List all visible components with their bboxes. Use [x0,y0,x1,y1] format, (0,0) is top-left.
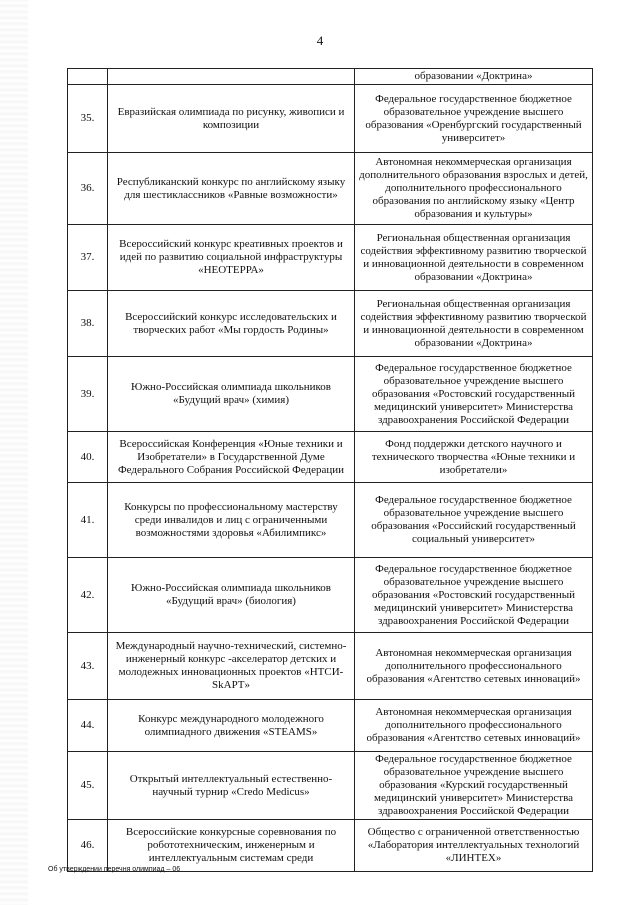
scan-edge-shadow [0,0,28,905]
row-number-cell: 37. [68,225,108,291]
olympiad-name-cell: Всероссийские конкурсные соревнования по робототехническим, инженерным и интеллектуальным системам среди [108,820,355,872]
table-row [68,558,593,633]
organizer-cell: Общество с ограниченной ответственностью «Лаборатория интеллектуальных технологий «ЛИНТЕХ» [355,820,593,872]
organizer-cell: Фонд поддержки детского научного и технического творчества «Юные техники и изобретатели» [355,432,593,483]
organizer-cell: Федеральное государственное бюджетное образовательное учреждение высшего образования «Ростовский государственный медицинский университет» Министерства здравоохранения Российской Федерации [355,558,593,633]
organizer-cell: Автономная некоммерческая организация дополнительного образования взрослых и детей, дополнительного профессионального образования по английскому языку «Центр образования и культуры» [355,153,593,225]
olympiad-name-cell: Конкурс международного молодежного олимпиадного движения «STEAMS» [108,700,355,752]
row-number-cell: 42. [68,558,108,633]
organizer-cell: Федеральное государственное бюджетное образовательное учреждение высшего образования «Оренбургский государственный университет» [355,85,593,153]
organizer-cell: Федеральное государственное бюджетное образовательное учреждение высшего образования «Курский государственный медицинский университет» Министерства здравоохранения Российской Федерации [355,752,593,820]
olympiad-table [67,68,593,872]
organizer-cell: Автономная некоммерческая организация дополнительного профессионального образования «Агентство сетевых инноваций» [355,633,593,700]
olympiad-name-cell: Конкурсы по профессиональному мастерству среди инвалидов и лиц с ограниченными возможностями здоровья «Абилимпикс» [108,483,355,558]
table-row [68,483,593,558]
row-number-cell: 46. [68,820,108,872]
table-row [68,700,593,752]
row-number-cell: 38. [68,291,108,357]
footer-text: Об утверждении перечня олимпиад – 06 [48,866,181,873]
row-number-cell: 40. [68,432,108,483]
olympiad-name-cell: Республиканский конкурс по английскому языку для шестиклассников «Равные возможности» [108,153,355,225]
table-row [68,357,593,432]
table-row [68,633,593,700]
organizer-cell: образовании «Доктрина» [355,69,593,85]
olympiad-name-cell: Всероссийская Конференция «Юные техники и Изобретатели» в Государственной Думе Федерального Собрания Российской Федерации [108,432,355,483]
olympiad-name-cell: Всероссийский конкурс исследовательских и творческих работ «Мы гордость Родины» [108,291,355,357]
table-row [68,153,593,225]
olympiad-name-cell: Евразийская олимпиада по рисунку, живописи и композиции [108,85,355,153]
olympiad-name-cell [108,69,355,85]
table-row [68,432,593,483]
row-number-cell: 36. [68,153,108,225]
olympiad-name-cell: Южно-Российская олимпиада школьников «Будущий врач» (химия) [108,357,355,432]
row-number-cell [68,69,108,85]
row-number-cell: 43. [68,633,108,700]
organizer-cell: Автономная некоммерческая организация дополнительного профессионального образования «Агентство сетевых инноваций» [355,700,593,752]
olympiad-name-cell: Южно-Российская олимпиада школьников «Будущий врач» (биология) [108,558,355,633]
organizer-cell: Федеральное государственное бюджетное образовательное учреждение высшего образования «Ростовский государственный медицинский университет» Министерства здравоохранения Российской Федерации [355,357,593,432]
table-body [68,69,593,872]
page-number: 4 [316,33,324,48]
organizer-cell: Региональная общественная организация содействия эффективному развитию творческой и инновационной деятельности в современном образовании «Доктрина» [355,291,593,357]
olympiad-name-cell: Всероссийский конкурс креативных проектов и идей по развитию социальной инфраструктуры «НЕОТЕРРА» [108,225,355,291]
table-row-continuation [68,69,593,85]
row-number-cell: 44. [68,700,108,752]
table-row [68,85,593,153]
row-number-cell: 39. [68,357,108,432]
organizer-cell: Региональная общественная организация содействия эффективному развитию творческой и инновационной деятельности в современном образовании «Доктрина» [355,225,593,291]
olympiad-name-cell: Международный научно-технический, системно-инженерный конкурс -акселератор детских и молодежных инновационных проектов «НТСИ-SkAPT» [108,633,355,700]
table-row [68,820,593,872]
olympiad-name-cell: Открытый интеллектуальный естественно-научный турнир «Credo Medicus» [108,752,355,820]
table-row [68,225,593,291]
row-number-cell: 45. [68,752,108,820]
organizer-cell: Федеральное государственное бюджетное образовательное учреждение высшего образования «Российский государственный социальный университет» [355,483,593,558]
table-row [68,291,593,357]
table-row [68,752,593,820]
row-number-cell: 35. [68,85,108,153]
row-number-cell: 41. [68,483,108,558]
